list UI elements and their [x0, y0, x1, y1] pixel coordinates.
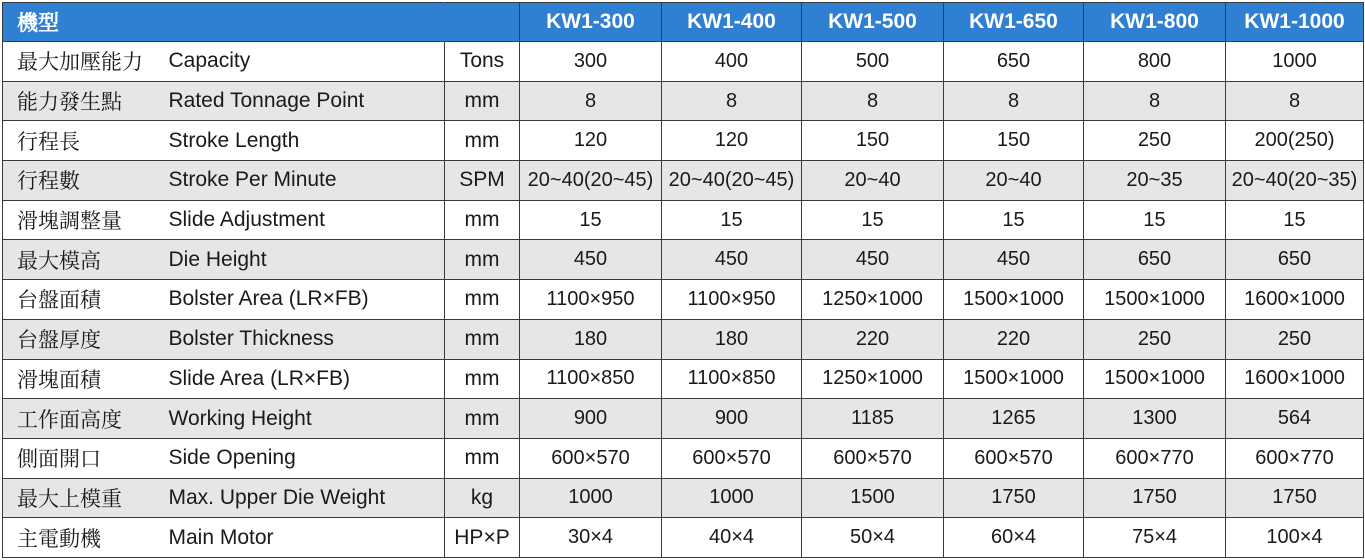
table-row: [3, 161, 1364, 201]
model-header: KW1-650: [944, 3, 1084, 42]
table-row: [3, 319, 1364, 359]
spec-value: 1500×1000: [944, 359, 1084, 399]
spec-value: 50×4: [802, 518, 944, 558]
spec-unit: kg: [445, 478, 520, 518]
table-row: [3, 518, 1364, 558]
spec-unit: mm: [445, 200, 520, 240]
spec-value: 250: [1226, 319, 1364, 359]
model-header: KW1-300: [520, 3, 662, 42]
spec-value: 20~40: [802, 161, 944, 201]
spec-value: 1100×950: [520, 280, 662, 320]
spec-label-zh: 最大加壓能力: [3, 42, 161, 82]
spec-value: 1250×1000: [802, 359, 944, 399]
spec-value: 600×570: [802, 438, 944, 478]
spec-value: 1500×1000: [944, 280, 1084, 320]
spec-value: 8: [662, 81, 802, 121]
table-row: [3, 81, 1364, 121]
spec-value: 450: [802, 240, 944, 280]
spec-value: 1500: [802, 478, 944, 518]
spec-label-en: Bolster Area (LR×FB): [161, 280, 445, 320]
spec-value: 564: [1226, 399, 1364, 439]
spec-value: 20~40: [944, 161, 1084, 201]
spec-label-en: Rated Tonnage Point: [161, 81, 445, 121]
spec-label-zh: 滑塊調整量: [3, 200, 161, 240]
spec-value: 450: [520, 240, 662, 280]
spec-value: 1250×1000: [802, 280, 944, 320]
spec-value: 220: [944, 319, 1084, 359]
spec-value: 650: [1084, 240, 1226, 280]
spec-value: 8: [1084, 81, 1226, 121]
spec-value: 600×770: [1226, 438, 1364, 478]
spec-value: 15: [802, 200, 944, 240]
spec-value: 120: [662, 121, 802, 161]
spec-value: 40×4: [662, 518, 802, 558]
spec-label-en: Slide Adjustment: [161, 200, 445, 240]
spec-value: 75×4: [1084, 518, 1226, 558]
spec-value: 8: [520, 81, 662, 121]
spec-label-zh: 滑塊面積: [3, 359, 161, 399]
spec-value: 1100×950: [662, 280, 802, 320]
spec-value: 1750: [1084, 478, 1226, 518]
spec-value: 900: [662, 399, 802, 439]
spec-label-zh: 側面開口: [3, 438, 161, 478]
spec-value: 450: [662, 240, 802, 280]
spec-value: 1500×1000: [1084, 280, 1226, 320]
spec-body: [3, 42, 1364, 558]
spec-value: 650: [944, 42, 1084, 82]
spec-value: 1300: [1084, 399, 1226, 439]
unit-header: [445, 3, 520, 42]
spec-label-en: Slide Area (LR×FB): [161, 359, 445, 399]
spec-value: 15: [662, 200, 802, 240]
spec-label-zh: 能力發生點: [3, 81, 161, 121]
spec-value: 150: [944, 121, 1084, 161]
spec-value: 60×4: [944, 518, 1084, 558]
spec-value: 1750: [944, 478, 1084, 518]
spec-label-zh: 台盤面積: [3, 280, 161, 320]
spec-value: 120: [520, 121, 662, 161]
table-row: [3, 478, 1364, 518]
spec-unit: mm: [445, 280, 520, 320]
spec-value: 15: [944, 200, 1084, 240]
spec-label-en: Bolster Thickness: [161, 319, 445, 359]
model-header: KW1-400: [662, 3, 802, 42]
spec-label-en: Capacity: [161, 42, 445, 82]
table-row: [3, 240, 1364, 280]
spec-label-en: Main Motor: [161, 518, 445, 558]
spec-value: 800: [1084, 42, 1226, 82]
spec-value: 1500×1000: [1084, 359, 1226, 399]
spec-unit: Tons: [445, 42, 520, 82]
spec-label-en: Stroke Length: [161, 121, 445, 161]
spec-unit: mm: [445, 81, 520, 121]
table-row: [3, 200, 1364, 240]
spec-value: 1100×850: [520, 359, 662, 399]
spec-value: 900: [520, 399, 662, 439]
spec-value: 8: [802, 81, 944, 121]
model-header: KW1-800: [1084, 3, 1226, 42]
spec-unit: HP×P: [445, 518, 520, 558]
spec-unit: mm: [445, 399, 520, 439]
spec-value: 1000: [520, 478, 662, 518]
spec-value: 450: [944, 240, 1084, 280]
spec-value: 220: [802, 319, 944, 359]
spec-label-en: Working Height: [161, 399, 445, 439]
table-row: [3, 359, 1364, 399]
spec-unit: SPM: [445, 161, 520, 201]
table-row: [3, 121, 1364, 161]
spec-value: 1000: [662, 478, 802, 518]
spec-value: 600×570: [662, 438, 802, 478]
spec-label-en: Max. Upper Die Weight: [161, 478, 445, 518]
spec-value: 250: [1084, 121, 1226, 161]
header-row: [3, 3, 1364, 42]
spec-value: 15: [1226, 200, 1364, 240]
spec-unit: mm: [445, 438, 520, 478]
spec-label-zh: 台盤厚度: [3, 319, 161, 359]
spec-value: 1600×1000: [1226, 359, 1364, 399]
spec-value: 100×4: [1226, 518, 1364, 558]
spec-label-en: Die Height: [161, 240, 445, 280]
table-row: [3, 280, 1364, 320]
spec-value: 250: [1084, 319, 1226, 359]
spec-value: 600×770: [1084, 438, 1226, 478]
spec-value: 1000: [1226, 42, 1364, 82]
spec-value: 20~40(20~45): [662, 161, 802, 201]
spec-value: 400: [662, 42, 802, 82]
spec-value: 8: [1226, 81, 1364, 121]
spec-value: 20~35: [1084, 161, 1226, 201]
spec-value: 1100×850: [662, 359, 802, 399]
spec-value: 1185: [802, 399, 944, 439]
spec-unit: mm: [445, 121, 520, 161]
spec-value: 200(250): [1226, 121, 1364, 161]
model-header: KW1-1000: [1226, 3, 1364, 42]
spec-value: 180: [520, 319, 662, 359]
spec-unit: mm: [445, 359, 520, 399]
spec-value: 180: [662, 319, 802, 359]
model-header: KW1-500: [802, 3, 944, 42]
spec-table: [2, 2, 1364, 558]
spec-value: 15: [520, 200, 662, 240]
spec-value: 500: [802, 42, 944, 82]
table-row: [3, 42, 1364, 82]
spec-label-zh: 行程長: [3, 121, 161, 161]
spec-value: 20~40(20~35): [1226, 161, 1364, 201]
spec-value: 15: [1084, 200, 1226, 240]
spec-value: 1750: [1226, 478, 1364, 518]
spec-unit: mm: [445, 240, 520, 280]
spec-label-zh: 最大上模重: [3, 478, 161, 518]
spec-value: 650: [1226, 240, 1364, 280]
spec-unit: mm: [445, 319, 520, 359]
spec-value: 600×570: [944, 438, 1084, 478]
model-header-label: 機型: [3, 3, 445, 42]
spec-value: 1600×1000: [1226, 280, 1364, 320]
spec-value: 30×4: [520, 518, 662, 558]
spec-label-en: Stroke Per Minute: [161, 161, 445, 201]
spec-value: 600×570: [520, 438, 662, 478]
spec-value: 8: [944, 81, 1084, 121]
spec-value: 1265: [944, 399, 1084, 439]
table-row: [3, 438, 1364, 478]
spec-label-zh: 主電動機: [3, 518, 161, 558]
spec-label-en: Side Opening: [161, 438, 445, 478]
spec-value: 300: [520, 42, 662, 82]
spec-label-zh: 工作面高度: [3, 399, 161, 439]
spec-value: 150: [802, 121, 944, 161]
spec-label-zh: 最大模高: [3, 240, 161, 280]
spec-value: 20~40(20~45): [520, 161, 662, 201]
spec-label-zh: 行程數: [3, 161, 161, 201]
table-row: [3, 399, 1364, 439]
